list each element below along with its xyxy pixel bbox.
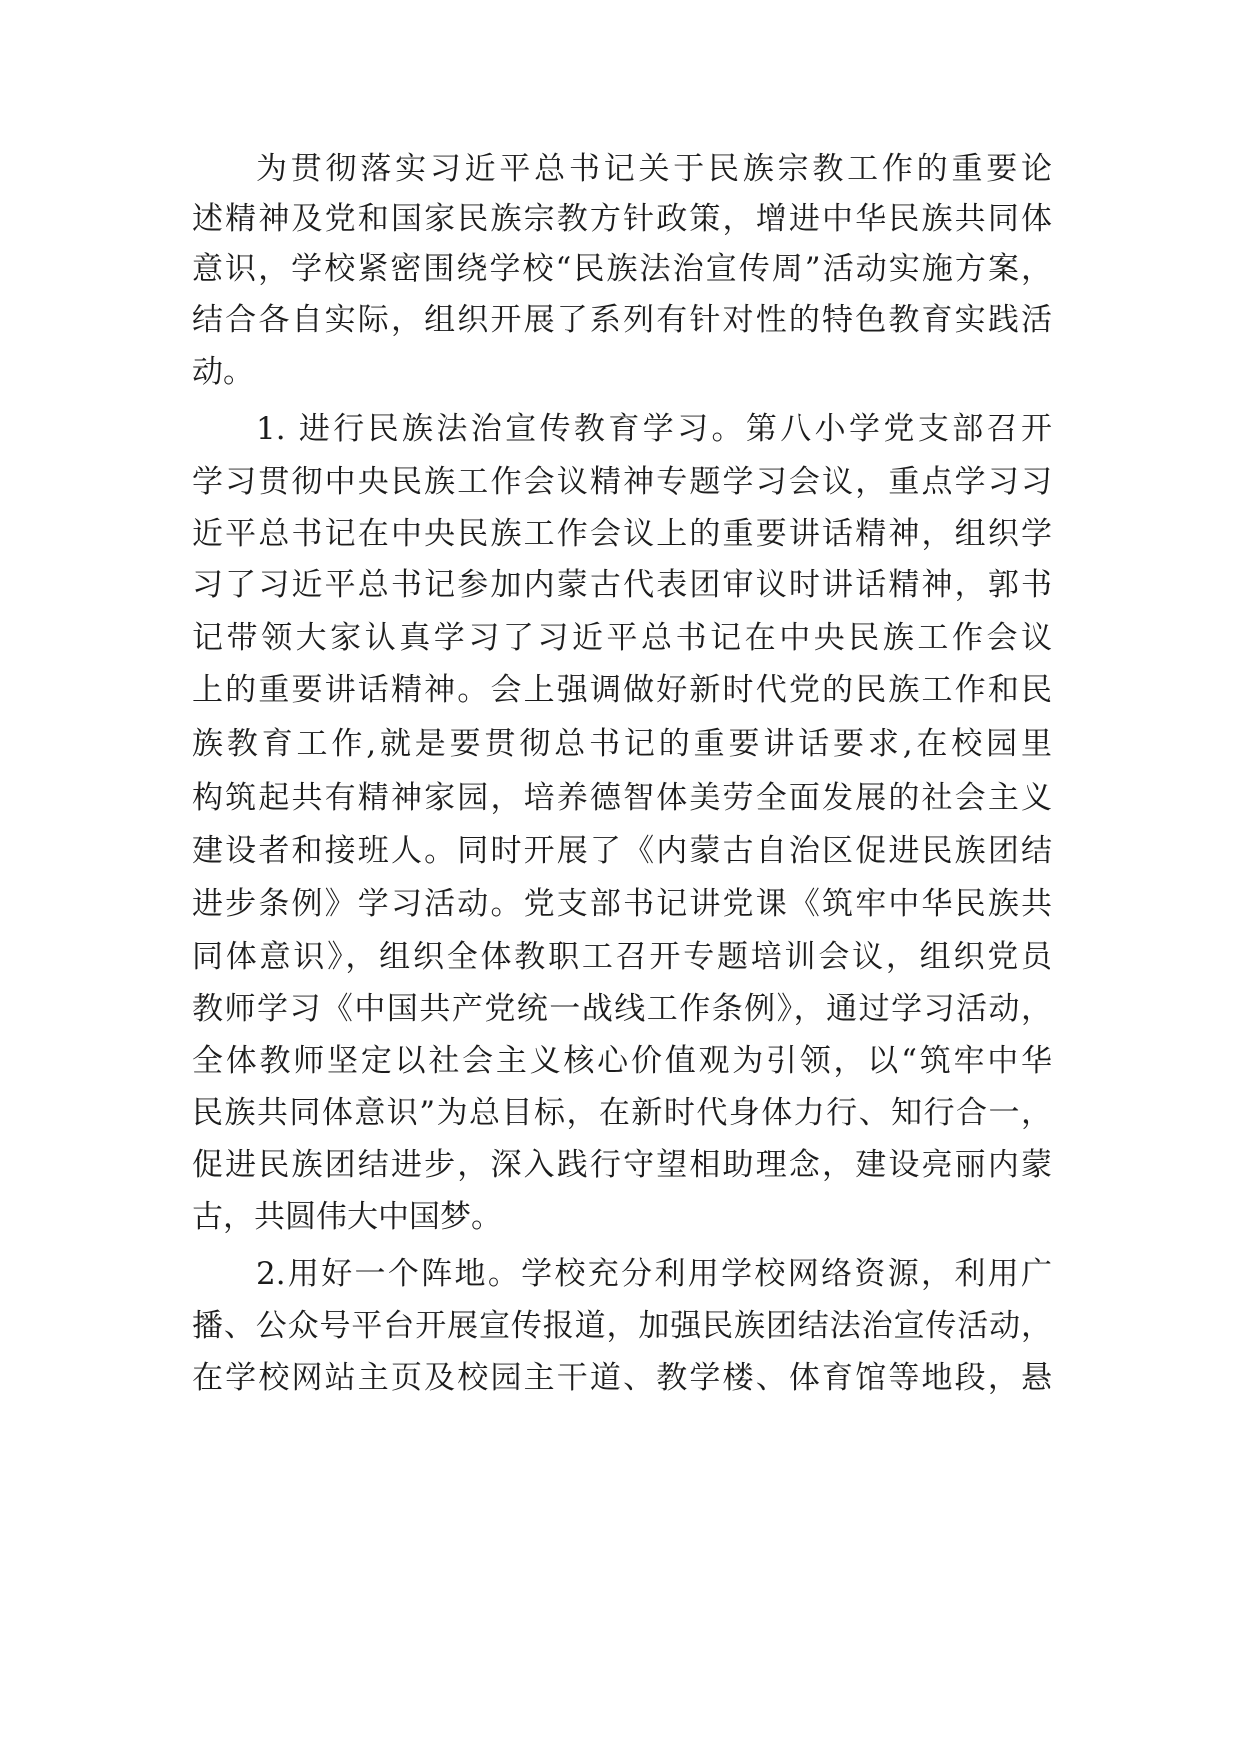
paragraph-2-line-6: 上的重要讲话精神。会上强调做好新时代党的民族工作和民 [192,672,1052,708]
paragraph-1-line-3: 意识，学校紧密围绕学校“民族法治宣传周”活动实施方案， [192,251,1052,287]
paragraph-2-line-1: 1. 进行民族法治宣传教育学习。第八小学党支部召开 [256,411,1052,447]
paragraph-1-line-4: 结合各自实际，组织开展了系列有针对性的特色教育实践活 [192,302,1052,338]
paragraph-2-line-13: 全体教师坚定以社会主义核心价值观为引领，以“筑牢中华 [192,1043,1052,1079]
paragraph-3-line-3: 在学校网站主页及校园主干道、教学楼、体育馆等地段，悬 [192,1360,1052,1396]
paragraph-2-line-9: 建设者和接班人。同时开展了《内蒙古自治区促进民族团结 [192,833,1052,869]
paragraph-3-line-1: 2.用好一个阵地。学校充分利用学校网络资源，利用广 [256,1256,1052,1292]
paragraph-2-line-2: 学习贯彻中央民族工作会议精神专题学习会议，重点学习习 [192,464,1052,500]
paragraph-2-line-12: 教师学习《中国共产党统一战线工作条例》，通过学习活动， [192,991,1052,1027]
paragraph-2-line-5: 记带领大家认真学习了习近平总书记在中央民族工作会议 [192,620,1052,656]
paragraph-2-line-8: 构筑起共有精神家园，培养德智体美劳全面发展的社会主义 [192,780,1052,816]
paragraph-2-line-16: 古，共圆伟大中国梦。 [192,1199,502,1235]
paragraph-1-line-5: 动。 [192,354,254,390]
paragraph-2-line-3: 近平总书记在中央民族工作会议上的重要讲话精神，组织学 [192,516,1052,552]
paragraph-2-line-7: 族教育工作,就是要贯彻总书记的重要讲话要求,在校园里 [192,726,1052,762]
paragraph-2-line-15: 促进民族团结进步，深入践行守望相助理念，建设亮丽内蒙 [192,1147,1052,1183]
paragraph-2-line-4: 习了习近平总书记参加内蒙古代表团审议时讲话精神，郭书 [192,567,1052,603]
paragraph-3-line-2: 播、公众号平台开展宣传报道，加强民族团结法治宣传活动， [192,1308,1052,1344]
paragraph-2-line-11: 同体意识》，组织全体教职工召开专题培训会议，组织党员 [192,939,1052,975]
paragraph-2-line-14: 民族共同体意识”为总目标，在新时代身体力行、知行合一， [192,1095,1052,1131]
paragraph-1-line-2: 述精神及党和国家民族宗教方针政策，增进中华民族共同体 [192,201,1052,237]
paragraph-2-line-10: 进步条例》学习活动。党支部书记讲党课《筑牢中华民族共 [192,886,1052,922]
paragraph-1-line-1: 为贯彻落实习近平总书记关于民族宗教工作的重要论 [256,151,1052,187]
